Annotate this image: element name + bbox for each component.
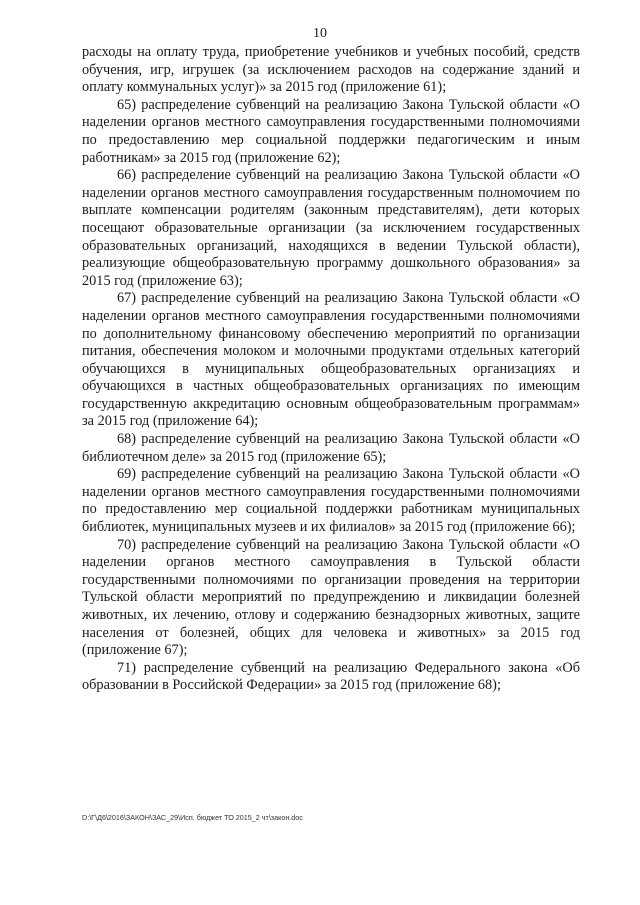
paragraph-continuation: расходы на оплату труда, приобретение учебников и учебных пособий, средств обучения, игр, игрушек (за исключением расходов на содержание зданий и оплату коммунальных услуг)» за 2015 год (приложение 61);: [82, 44, 580, 96]
paragraph-item-68: 68) распределение субвенций на реализацию Закона Тульской области «О библиотечном деле» за 2015 год (приложение 65);: [82, 431, 580, 465]
paragraph-item-69: 69) распределение субвенций на реализацию Закона Тульской области «О наделении органов местного самоуправления государственными полномочиями по предоставлению мер социальной поддержки работникам муниципальных библиотек, муниципальных музеев и их филиалов» за 2015 год (приложение 66);: [82, 466, 580, 536]
paragraph-item-67: 67) распределение субвенций на реализацию Закона Тульской области «О наделении органов местного самоуправления государственными полномочиями по дополнительному финансовому обеспечению мероприятий по организации питания, обеспечения молоком и молочными продуктами отдельных категорий обучающихся в муниципальных общеобразовательных организациях и обучающихся в частных общеобразовательных организациях по имеющим государственную аккредитацию основным общеобразовательным программам» за 2015 год (приложение 64);: [82, 290, 580, 430]
footer-file-path: D:\Г\Д6\2016\ЗАКОН\ЗАС_29\Исп. бюджет ТО 2015_2 чт\закон.doc: [82, 813, 303, 822]
paragraph-item-70: 70) распределение субвенций на реализацию Закона Тульской области «О наделении органов местного самоуправления в Тульской области государственными полномочиями по организации проведения на территории Тульской области мероприятий по предупреждению и ликвидации болезней животных, их лечению, отлову и содержанию безнадзорных животных, защите населения от болезней, общих для человека и животных» за 2015 год (приложение 67);: [82, 536, 580, 659]
page-number: 10: [313, 26, 327, 41]
paragraph-item-65: 65) распределение субвенций на реализацию Закона Тульской области «О наделении органов местного самоуправления государственными полномочиями по предоставлению мер социальной поддержки педагогическим и иным работникам» за 2015 год (приложение 62);: [82, 96, 580, 166]
paragraph-item-71: 71) распределение субвенций на реализацию Федерального закона «Об образовании в Российской Федерации» за 2015 год (приложение 68);: [82, 659, 580, 694]
document-body: [82, 44, 580, 695]
paragraph-item-66: 66) распределение субвенций на реализацию Закона Тульской области «О наделении органов местного самоуправления государственным полномочием по выплате компенсации родителям (законным представителям), дети которых посещают образовательные организации (за исключением государственных образовательных организаций, находящихся в ведении Тульской области), реализующие общеобразовательную программу дошкольного образования» за 2015 год (приложение 63);: [82, 167, 580, 289]
